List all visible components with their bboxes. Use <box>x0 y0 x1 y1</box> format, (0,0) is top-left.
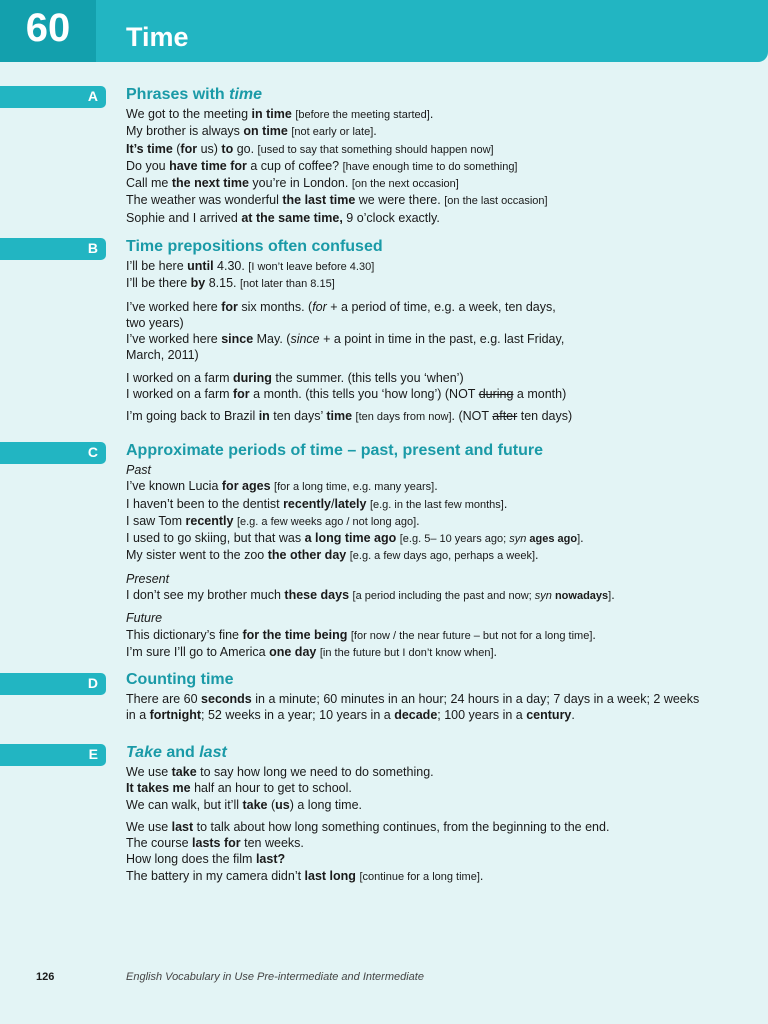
section-d: Counting time There are 60 seconds in a minute; 60 minutes in an hour; 24 hours in a day; 7 days in a week; 2 weeks in a fortnight; 52 weeks in a year; 10 years in a decade; 100 years in a century. <box>126 669 746 724</box>
section-title: Time prepositions often confused <box>126 238 383 255</box>
section-title: Counting time <box>126 671 234 688</box>
section-title: Take and last <box>126 744 227 761</box>
section-tab-a: A <box>0 86 106 108</box>
section-title: Phrases with time <box>126 86 263 103</box>
section-tab-d: D <box>0 673 106 695</box>
section-e: Take and last We use take to say how long we need to do something. It takes me half an hour to get to school. We can walk, but it’ll take (us) a long time. We use last to talk about how long something continues, from the beginning to the end. The course lasts for ten weeks. How long does the film last? The battery in my camera didn’t last long [continue for a long time]. <box>126 742 746 885</box>
unit-title: Time <box>126 22 189 52</box>
section-b: Time prepositions often confused I’ll be here until 4.30. [I won’t leave before 4.30] I’ll be there by 8.15. [not later than 8.15] I’ve worked here for six months. (for + a period of time, e.g. a week, ten days, two years) I’ve worked here since May. (since + a point in time in the past, e.g. last Friday, March, 2011) I worked on a farm during the summer. (this tells you ‘when’) I worked on a farm for a month. (this tells you ‘how long’) (NOT during a month) I’m going back to Brazil in ten days’ time [ten days from now]. (NOT after ten days) <box>126 236 746 426</box>
unit-number: 60 <box>25 6 71 50</box>
section-a: Phrases with time We got to the meeting in time [before the meeting started]. My brother is always on time [not early or late]. It’s time (for us) to go. [used to say that something should happen now] Do you have time for a cup of coffee? [have enough time to do something] Call me the next time you’re in London. [on the next occasion] The weather was wonderful the last time we were there. [on the last occasion] Sophie and I arrived at the same time, 9 o’clock exactly. <box>126 84 746 226</box>
section-tab-e: E <box>0 744 106 766</box>
unit-header <box>0 0 768 62</box>
unit-number-box <box>0 0 96 62</box>
page-number: 126 <box>36 971 55 983</box>
book-title: English Vocabulary in Use Pre-intermediate and Intermediate <box>126 971 424 983</box>
section-tab-c: C <box>0 442 106 464</box>
section-c: Approximate periods of time – past, present and future Past I’ve known Lucia for ages [for a long time, e.g. many years]. I haven’t been to the dentist recently/lately [e.g. in the last few months]. I saw Tom recently [e.g. a few weeks ago / not long ago]. I used to go skiing, but that was a long time ago [e.g. 5– 10 years ago; syn ages ago]. My sister went to the zoo the other day [e.g. a few days ago, perhaps a week]. Present I don’t see my brother much these days [a period including the past and now; syn nowadays]. Future This dictionary’s fine for the time being [for now / the near future – but not for a long time]. I’m sure I’ll go to America one day [in the future but I don’t know when]. <box>126 440 746 661</box>
section-tab-b: B <box>0 238 106 260</box>
section-title: Approximate periods of time – past, present and future <box>126 442 543 459</box>
